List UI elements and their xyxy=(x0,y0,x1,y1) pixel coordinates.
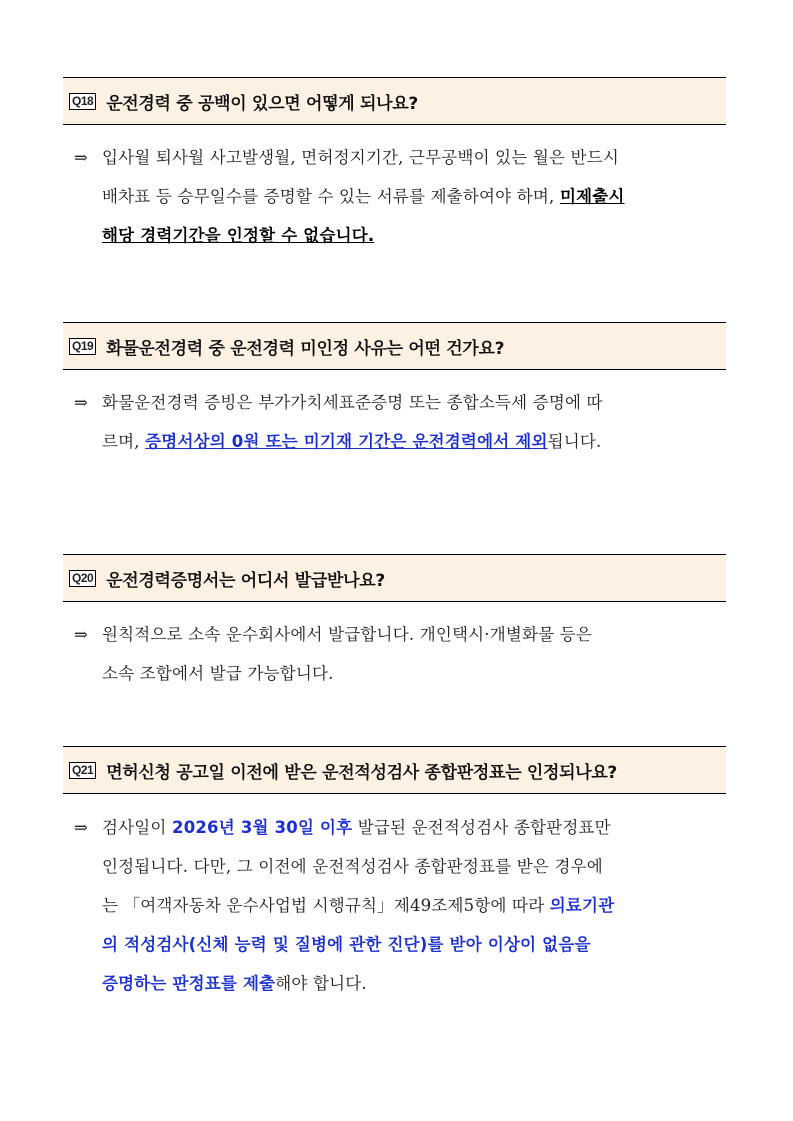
answer-line: 화물운전경력 증빙은 부가가치세표준증명 또는 종합소득세 증명에 따 xyxy=(102,393,603,412)
question-number-badge: Q18 xyxy=(69,93,96,110)
arrow-icon: ⇒ xyxy=(74,818,89,837)
arrow-icon: ⇒ xyxy=(74,625,89,644)
emphasis-text: 해당 경력기간을 인정할 수 없습니다. xyxy=(102,226,375,245)
answer-line: 입사월 퇴사월 사고발생월, 면허정지기간, 근무공백이 있는 월은 반드시 xyxy=(102,148,620,167)
answer-line xyxy=(102,964,726,1003)
answer-text: 배차표 등 승무일수를 증명할 수 있는 서류를 제출하여야 하며, xyxy=(102,187,560,206)
question-text: 면허신청 공고일 이전에 받은 운전적성검사 종합판정표는 인정되나요? xyxy=(106,762,617,783)
question-header-q20 xyxy=(63,554,726,602)
question-text: 화물운전경력 중 운전경력 미인정 사유는 어떤 건가요? xyxy=(106,338,505,359)
emphasis-text: 2026년 3월 30일 이후 xyxy=(172,818,353,837)
arrow-icon: ⇒ xyxy=(74,148,89,167)
answer-q20 xyxy=(74,615,726,693)
answer-line xyxy=(102,886,726,925)
question-header-q18 xyxy=(63,77,726,125)
emphasis-text: 의 적성검사(신체 능력 및 질병에 관한 진단)를 받아 이상이 없음을 xyxy=(102,935,591,954)
arrow-icon: ⇒ xyxy=(74,393,89,412)
answer-q21 xyxy=(74,808,726,1003)
answer-line xyxy=(102,925,726,964)
answer-text: 검사일이 xyxy=(102,818,173,837)
answer-text: 됩니다. xyxy=(547,432,602,451)
answer-text: 해야 합니다. xyxy=(275,974,367,993)
question-header-q19 xyxy=(63,322,726,370)
answer-text: 발급된 운전적성검사 종합판정표만 xyxy=(352,818,611,837)
question-text: 운전경력 중 공백이 있으면 어떻게 되나요? xyxy=(106,93,418,114)
question-number-badge: Q21 xyxy=(69,762,96,779)
answer-q19 xyxy=(74,383,726,461)
answer-line xyxy=(102,808,726,847)
emphasis-text: 증명하는 판정표를 제출 xyxy=(102,974,276,993)
emphasis-text: 미제출시 xyxy=(559,187,625,206)
question-header-q21 xyxy=(63,746,726,794)
answer-q18 xyxy=(74,138,726,255)
question-text: 운전경력증명서는 어디서 발급받나요? xyxy=(106,570,385,591)
answer-line: 인정됩니다. 다만, 그 이전에 운전적성검사 종합판정표를 받은 경우에 xyxy=(102,857,603,876)
answer-line: 소속 조합에서 발급 가능합니다. xyxy=(102,664,334,683)
question-number-badge: Q20 xyxy=(69,570,96,587)
answer-text: 르며, xyxy=(102,432,146,451)
question-number-badge: Q19 xyxy=(69,338,96,355)
answer-text: 는 「여객자동차 운수사업법 시행규칙」제49조제5항에 따라 xyxy=(102,896,550,915)
answer-line: 원칙적으로 소속 운수회사에서 발급합니다. 개인택시·개별화물 등은 xyxy=(102,625,593,644)
answer-line xyxy=(102,422,726,461)
answer-line xyxy=(102,216,726,255)
emphasis-text: 증명서상의 0원 또는 미기재 기간은 운전경력에서 제외 xyxy=(145,432,548,451)
emphasis-text: 의료기관 xyxy=(549,896,615,915)
answer-line xyxy=(102,177,726,216)
